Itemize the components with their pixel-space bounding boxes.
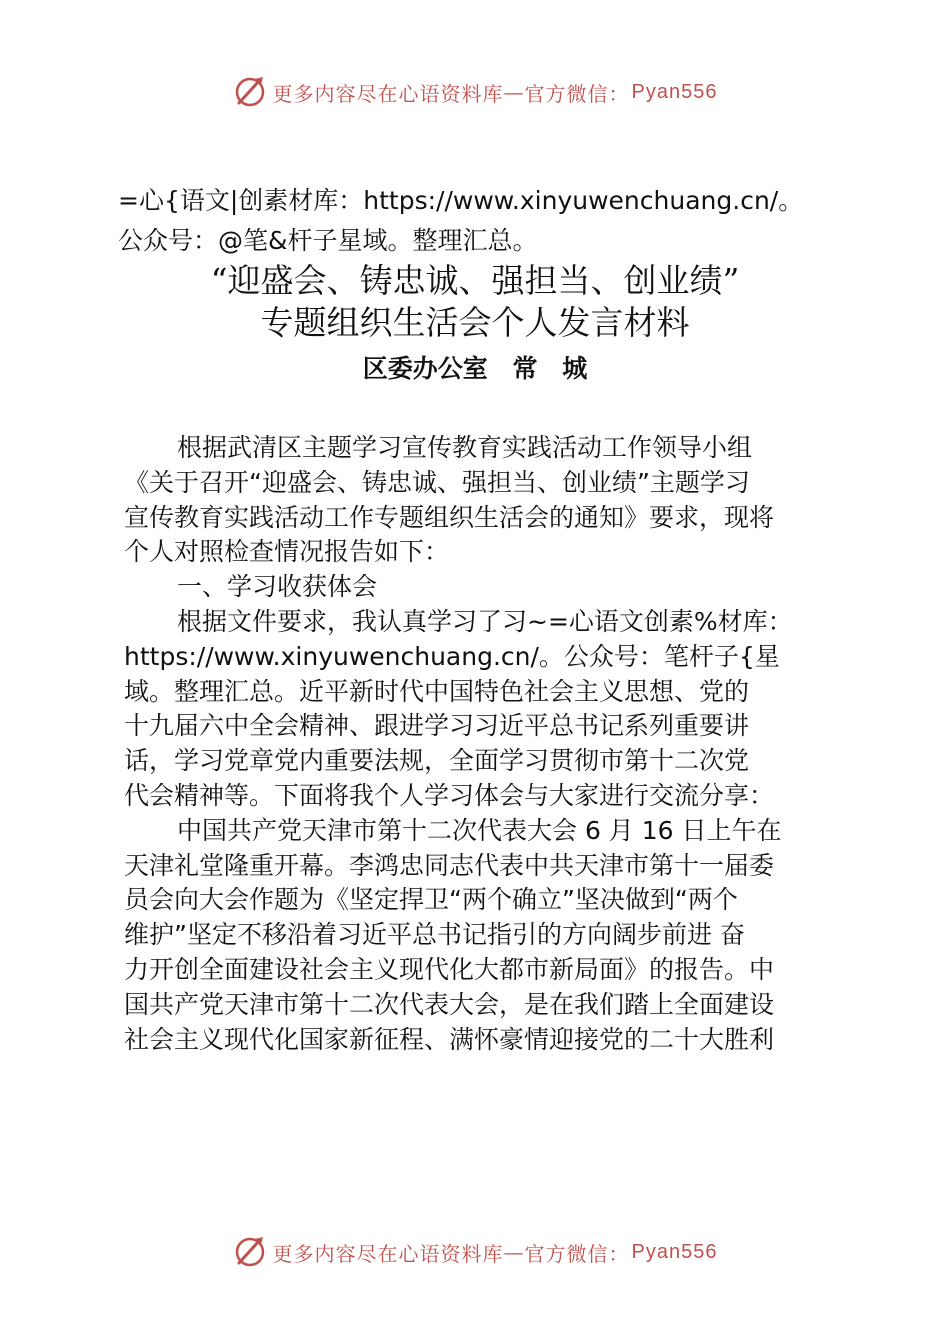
body-line: 代会精神等。下面将我个人学习体会与大家进行交流分享： bbox=[124, 781, 775, 810]
footer-banner bbox=[0, 1232, 950, 1272]
header-banner bbox=[0, 72, 950, 112]
body-line: 宣传教育实践活动工作专题组织生活会的通知》要求，现将 bbox=[124, 503, 775, 532]
source-note-line-2: 公众号：@笔&杆子星域。整理汇总。 bbox=[118, 226, 538, 255]
source-note-line-1: =心{语文|创素材库：https://www.xinyuwenchuang.cn/。 bbox=[118, 186, 804, 215]
author-name: 常 城 bbox=[512, 354, 588, 383]
author-org: 区委办公室 bbox=[362, 354, 488, 383]
banner-text: 更多内容尽在心语资料库 bbox=[272, 1241, 504, 1266]
body-line: 十九届六中全会精神、跟进学习习近平总书记系列重要讲 bbox=[124, 711, 750, 740]
document-title-line-2: 专题组织生活会个人发言材料 bbox=[260, 303, 690, 342]
body-line: 域。整理汇总。近平新时代中国特色社会主义思想、党的 bbox=[124, 677, 750, 706]
pen-logo-icon bbox=[233, 75, 267, 109]
body-line: 《关于召开“迎盛会、铸忠诚、强担当、创业绩”主题学习 bbox=[124, 468, 750, 497]
body-line: 社会主义现代化国家新征程、满怀豪情迎接党的二十大胜利 bbox=[124, 1025, 775, 1054]
body-line: 个人对照检查情况报告如下： bbox=[124, 537, 450, 566]
banner-text: 更多内容尽在心语资料库 bbox=[272, 81, 504, 106]
body-line: 员会向大会作题为《坚定捍卫“两个确立”坚决做到“两个 bbox=[124, 885, 738, 914]
document-title-line-1: “迎盛会、铸忠诚、强担当、创业绩” bbox=[210, 261, 740, 300]
body-line: 天津礼堂隆重开幕。李鸿忠同志代表中共天津市第十一届委 bbox=[124, 851, 775, 880]
body-line: 话，学习党章党内重要法规，全面学习贯彻市第十二次党 bbox=[124, 746, 750, 775]
body-line: 国共产党天津市第十二次代表大会，是在我们踏上全面建设 bbox=[124, 990, 775, 1019]
body-line: 中国共产党天津市第十二次代表大会 6 月 16 日上午在 bbox=[177, 816, 782, 845]
banner-wechat-label: 官方微信： bbox=[524, 81, 630, 106]
banner-separator: — bbox=[503, 1240, 525, 1264]
body-line: 根据文件要求，我认真学习了习~=心语文创素%材库： bbox=[177, 607, 793, 636]
body-line: https://www.xinyuwenchuang.cn/。公众号：笔杆子{星 bbox=[124, 642, 780, 671]
section-heading: 一、学习收获体会 bbox=[177, 572, 378, 601]
banner-wechat-id: Pyan556 bbox=[631, 80, 718, 103]
banner-wechat-label: 官方微信： bbox=[524, 1241, 630, 1266]
author-byline bbox=[0, 352, 950, 386]
body-line: 根据武清区主题学习宣传教育实践活动工作领导小组 bbox=[177, 433, 753, 462]
banner-wechat-id: Pyan556 bbox=[631, 1240, 718, 1263]
banner-separator: — bbox=[503, 80, 525, 104]
pen-logo-icon bbox=[233, 1235, 267, 1269]
body-line: 维护”坚定不移沿着习近平总书记指引的方向阔步前进 奋 bbox=[124, 920, 745, 949]
body-line: 力开创全面建设社会主义现代化大都市新局面》的报告。中 bbox=[124, 955, 775, 984]
